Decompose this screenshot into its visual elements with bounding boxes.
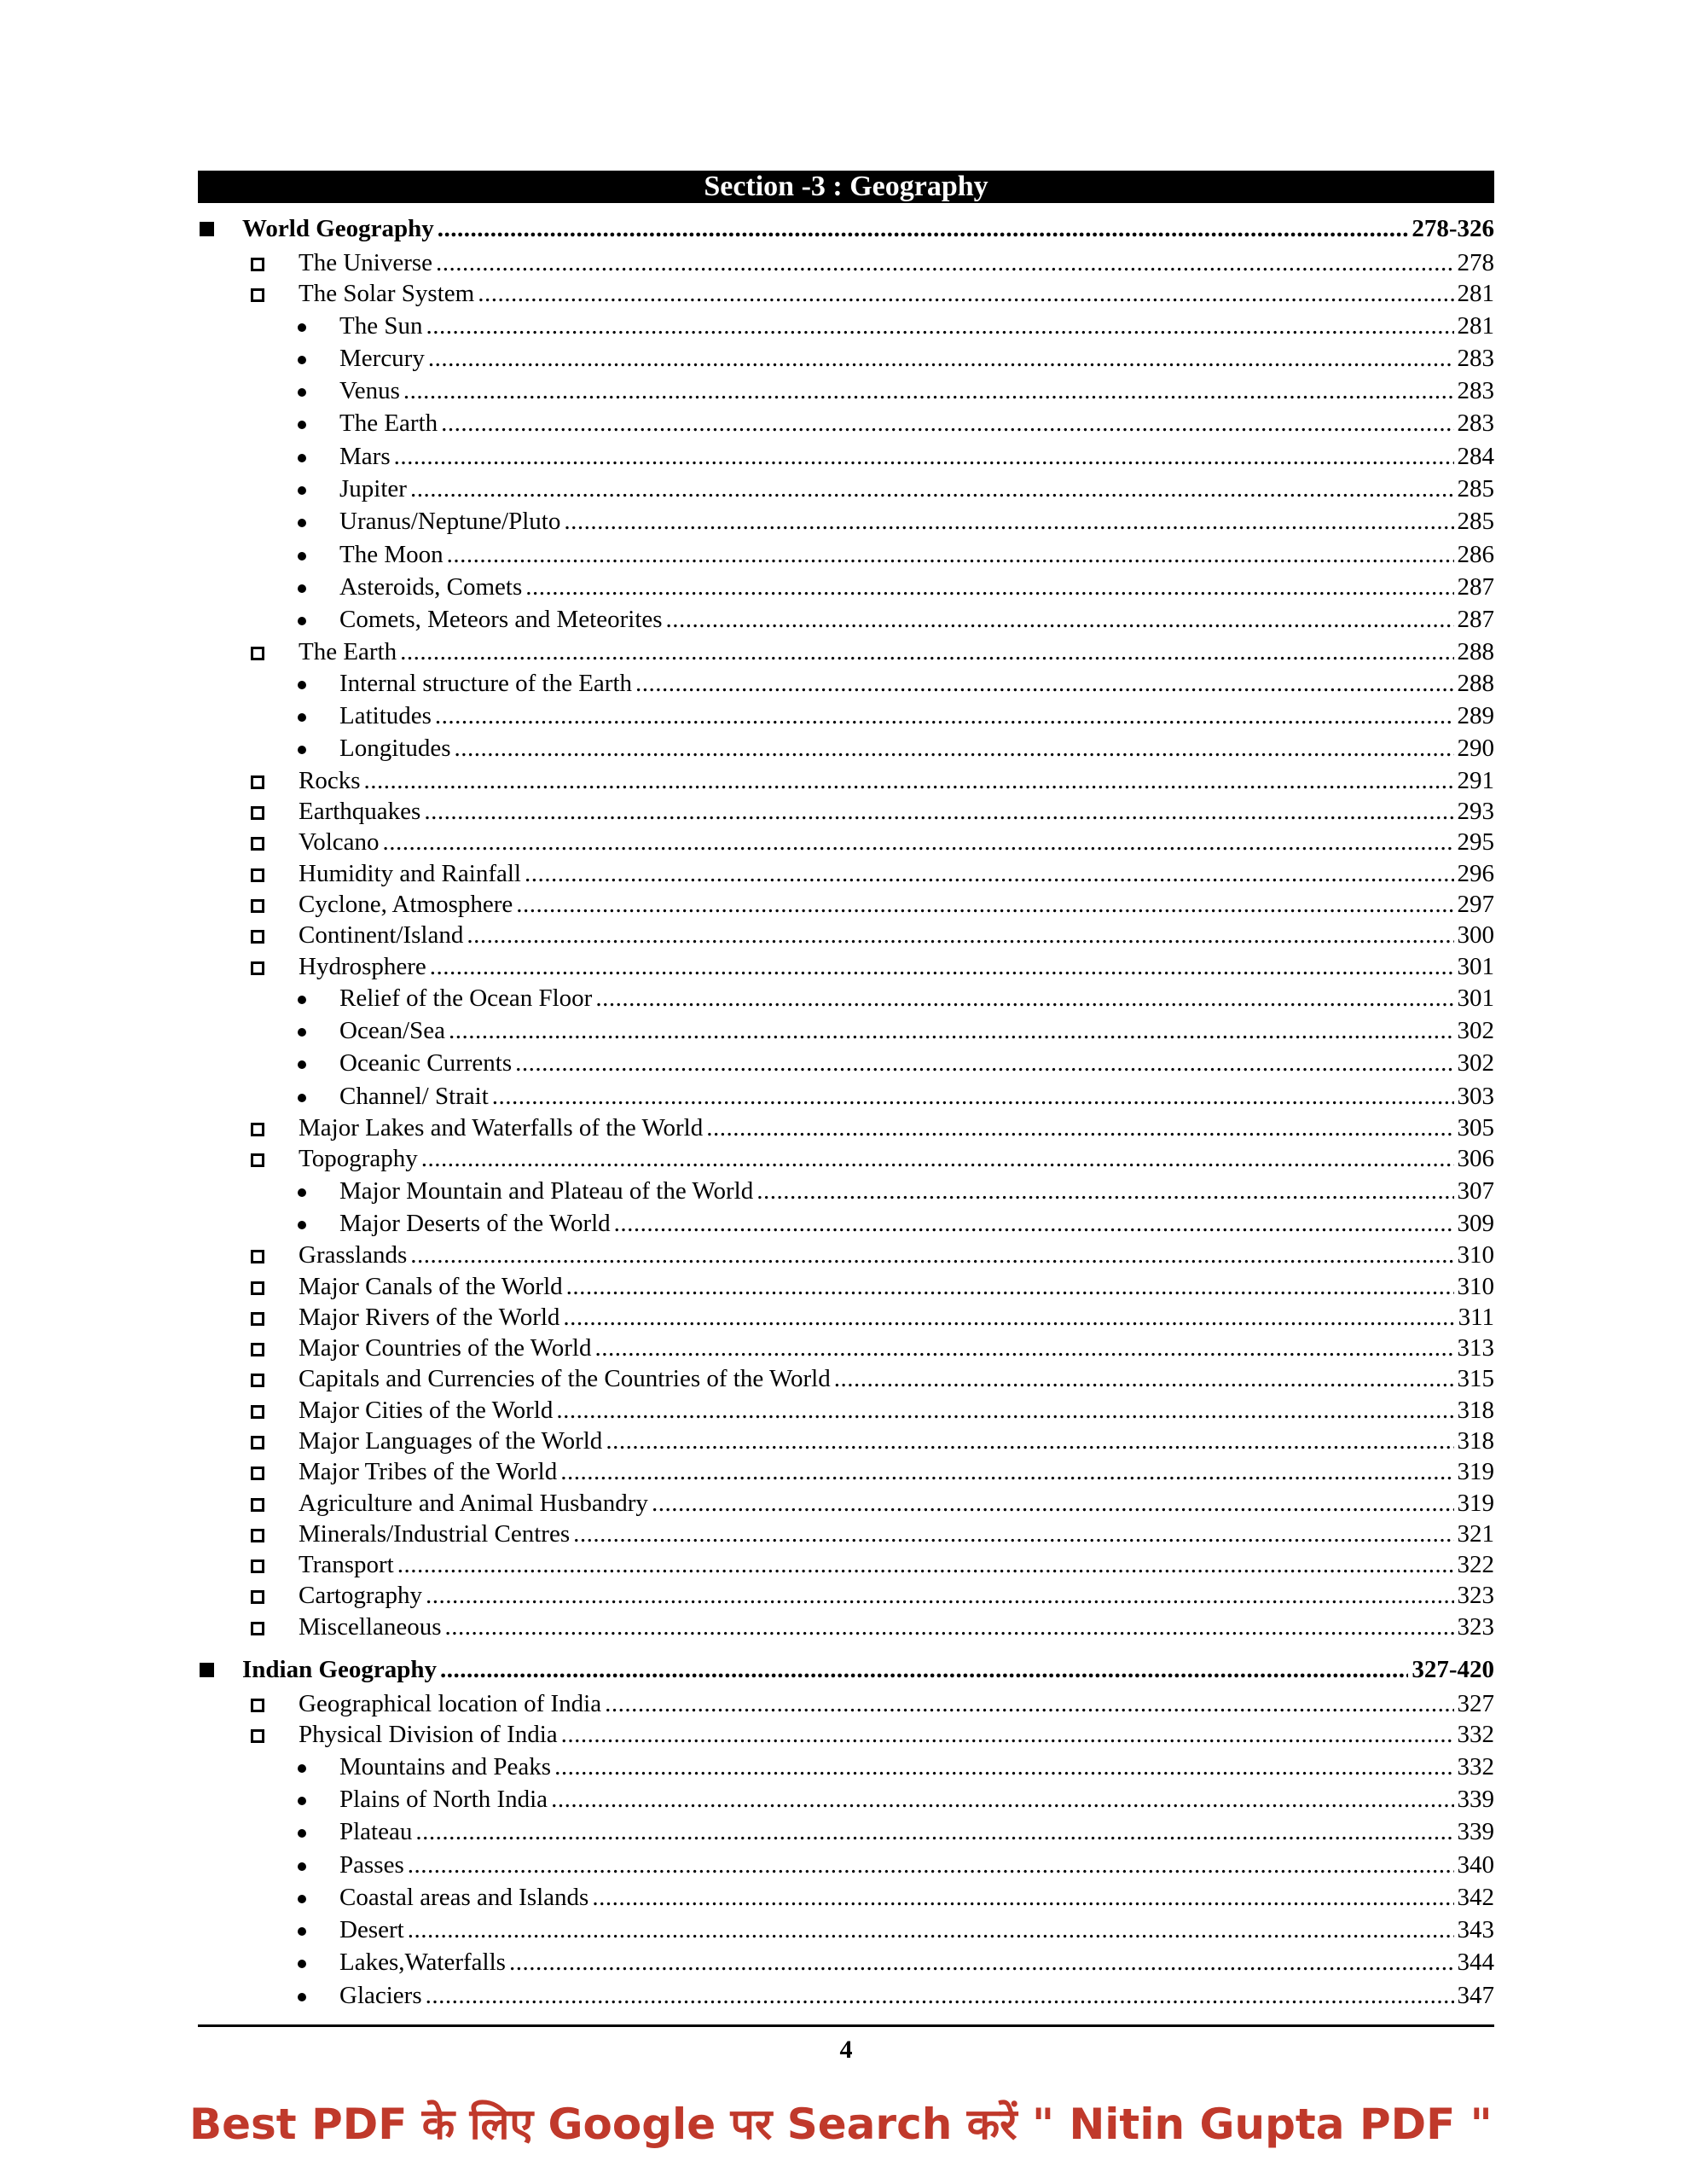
toc-label: Miscellaneous — [299, 1612, 442, 1641]
toc-subitem[interactable] — [198, 1946, 1494, 1978]
dot-bullet-icon — [298, 1028, 306, 1037]
toc-page-number: 342 — [1457, 1883, 1494, 1911]
toc-item[interactable] — [198, 1580, 1494, 1611]
toc-page-number: 285 — [1457, 508, 1494, 536]
toc-label: Earthquakes — [299, 798, 421, 826]
toc-item[interactable] — [198, 636, 1494, 667]
dot-bullet-icon — [298, 1927, 306, 1936]
dot-leader — [383, 827, 1454, 857]
toc-page-number: 339 — [1457, 1818, 1494, 1846]
dot-bullet-icon — [298, 1993, 306, 2001]
toc-page-number: 311 — [1458, 1303, 1494, 1331]
toc-page-number: 305 — [1457, 1114, 1494, 1142]
dot-bullet-icon — [298, 996, 306, 1004]
dot-leader — [652, 1488, 1454, 1519]
toc-page-number: 278-326 — [1412, 215, 1494, 242]
hollow-square-bullet-icon — [251, 1436, 264, 1449]
dot-leader — [455, 732, 1454, 764]
dot-bullet-icon — [298, 519, 306, 527]
toc-page-number: 322 — [1457, 1551, 1494, 1579]
dot-leader — [397, 1549, 1454, 1580]
hollow-square-bullet-icon — [251, 1622, 264, 1635]
toc-label: The Earth — [299, 637, 397, 665]
toc-subitem[interactable] — [198, 375, 1494, 407]
toc-list — [198, 210, 1494, 2012]
toc-label: Ocean/Sea — [339, 1017, 445, 1045]
toc-item[interactable] — [198, 889, 1494, 920]
dot-leader — [426, 1979, 1454, 2012]
toc-page-number: 307 — [1457, 1176, 1494, 1205]
dot-leader — [614, 1207, 1454, 1240]
toc-page-number: 319 — [1457, 1458, 1494, 1486]
dot-leader — [478, 278, 1453, 309]
toc-label: Mars — [339, 442, 391, 470]
dot-leader — [635, 667, 1453, 700]
dot-leader — [509, 1946, 1454, 1978]
dot-bullet-icon — [298, 1094, 306, 1102]
toc-label: The Sun — [339, 311, 423, 340]
dot-bullet-icon — [298, 1764, 306, 1773]
toc-item[interactable] — [198, 278, 1494, 309]
toc-item[interactable] — [198, 1488, 1494, 1519]
toc-subitem[interactable] — [198, 342, 1494, 375]
hollow-square-bullet-icon — [251, 258, 264, 271]
dot-leader — [605, 1688, 1453, 1719]
toc-label: Indian Geography — [242, 1656, 438, 1684]
toc-label: Cyclone, Atmosphere — [299, 890, 513, 918]
toc-label: Minerals/Industrial Centres — [299, 1519, 571, 1548]
toc-page-number: 296 — [1457, 859, 1494, 887]
toc-label: Asteroids, Comets — [339, 572, 523, 601]
toc-label: Glaciers — [339, 1981, 422, 2009]
dot-bullet-icon — [298, 552, 306, 561]
toc-item[interactable] — [198, 1688, 1494, 1719]
toc-item[interactable] — [198, 1719, 1494, 1750]
toc-item[interactable] — [198, 1302, 1494, 1333]
toc-item[interactable] — [198, 1612, 1494, 1642]
toc-subitem[interactable] — [198, 1207, 1494, 1240]
dot-leader — [428, 342, 1454, 375]
footer-divider — [198, 2024, 1494, 2027]
hollow-square-bullet-icon — [251, 1498, 264, 1512]
toc-label: Major Countries of the World — [299, 1334, 592, 1362]
toc-item[interactable] — [198, 1143, 1494, 1174]
toc-item[interactable] — [198, 1456, 1494, 1487]
toc-label: Relief of the Ocean Floor — [339, 984, 593, 1012]
toc-label: The Earth — [339, 410, 438, 438]
dot-bullet-icon — [298, 454, 306, 462]
dot-leader — [525, 571, 1453, 603]
dot-leader — [449, 1014, 1454, 1047]
toc-page-number: 327 — [1457, 1690, 1494, 1718]
dot-leader — [410, 473, 1454, 505]
hollow-square-bullet-icon — [251, 775, 264, 789]
hollow-square-bullet-icon — [251, 837, 264, 851]
toc-label: World Geography — [242, 215, 434, 242]
toc-page-number: 327-420 — [1412, 1656, 1494, 1684]
toc-label: Uranus/Neptune/Pluto — [339, 508, 561, 536]
dot-bullet-icon — [298, 1060, 306, 1069]
dot-bullet-icon — [298, 713, 306, 722]
toc-item[interactable] — [198, 1271, 1494, 1302]
toc-page-number: 281 — [1457, 280, 1494, 308]
dot-leader — [573, 1519, 1453, 1549]
toc-label: Oceanic Currents — [339, 1049, 513, 1077]
toc-page-number: 306 — [1457, 1145, 1494, 1173]
toc-item[interactable] — [198, 1240, 1494, 1270]
dot-leader — [592, 1881, 1453, 1914]
dot-leader — [438, 210, 1409, 247]
toc-label: Plateau — [339, 1818, 413, 1846]
toc-item[interactable] — [198, 765, 1494, 796]
toc-page-number: 287 — [1457, 572, 1494, 601]
toc-label: Humidity and Rainfall — [299, 859, 521, 887]
toc-label: Internal structure of the Earth — [339, 669, 633, 697]
toc-subitem[interactable] — [198, 1175, 1494, 1207]
hollow-square-bullet-icon — [251, 647, 264, 660]
toc-label: Transport — [299, 1551, 394, 1579]
dot-bullet-icon — [298, 1829, 306, 1838]
square-bullet-icon — [200, 1663, 214, 1677]
toc-label: Plains of North India — [339, 1785, 548, 1813]
dot-bullet-icon — [298, 1188, 306, 1197]
toc-label: Desert — [339, 1916, 404, 1944]
toc-item[interactable] — [198, 951, 1494, 982]
toc-label: Topography — [299, 1145, 418, 1173]
toc-label: Major Mountain and Plateau of the World — [339, 1176, 754, 1205]
toc-label: Hydrosphere — [299, 952, 426, 980]
toc-label: Comets, Meteors and Meteorites — [339, 606, 663, 634]
hollow-square-bullet-icon — [251, 1123, 264, 1136]
toc-item[interactable] — [198, 796, 1494, 827]
hollow-square-bullet-icon — [251, 1250, 264, 1263]
toc-label: Venus — [339, 377, 400, 405]
toc-page-number: 293 — [1457, 798, 1494, 826]
toc-page-number: 318 — [1457, 1426, 1494, 1455]
toc-page-number: 323 — [1457, 1612, 1494, 1641]
hollow-square-bullet-icon — [251, 1374, 264, 1387]
toc-page-number: 343 — [1457, 1916, 1494, 1944]
dot-bullet-icon — [298, 388, 306, 397]
hollow-square-bullet-icon — [251, 868, 264, 882]
dot-leader — [564, 505, 1453, 537]
toc-subitem[interactable] — [198, 473, 1494, 505]
toc-label: Major Tribes of the World — [299, 1458, 558, 1486]
toc-page-number: 285 — [1457, 475, 1494, 503]
dot-leader — [415, 1815, 1453, 1848]
toc-subitem[interactable] — [198, 1751, 1494, 1783]
toc-item[interactable] — [198, 1426, 1494, 1456]
toc-item[interactable] — [198, 1363, 1494, 1394]
dot-leader — [563, 1302, 1454, 1333]
hollow-square-bullet-icon — [251, 1405, 264, 1419]
toc-label: Major Canals of the World — [299, 1272, 563, 1300]
dot-bullet-icon — [298, 1862, 306, 1871]
toc-page-number: 339 — [1457, 1785, 1494, 1813]
promo-banner: Best PDF के लिए Google पर Search करें " Nitin Gupta PDF " — [189, 2100, 1493, 2149]
toc-label: Major Deserts of the World — [339, 1209, 611, 1237]
toc-subitem[interactable] — [198, 982, 1494, 1014]
toc-heading[interactable] — [198, 210, 1494, 247]
square-bullet-icon — [200, 222, 214, 236]
toc-page-number: 297 — [1457, 890, 1494, 918]
dot-bullet-icon — [298, 1895, 306, 1903]
dot-leader — [426, 310, 1453, 342]
hollow-square-bullet-icon — [251, 961, 264, 975]
dot-leader — [566, 1271, 1454, 1302]
toc-page-number: 284 — [1457, 442, 1494, 470]
toc-label: Major Cities of the World — [299, 1396, 554, 1424]
toc-page-number: 302 — [1457, 1017, 1494, 1045]
toc-label: Rocks — [299, 766, 361, 794]
dot-leader — [595, 982, 1453, 1014]
hollow-square-bullet-icon — [251, 1590, 264, 1604]
toc-label: Major Rivers of the World — [299, 1303, 560, 1331]
toc-page-number: 309 — [1457, 1209, 1494, 1237]
toc-subitem[interactable] — [198, 1815, 1494, 1848]
dot-leader — [403, 375, 1454, 407]
hollow-square-bullet-icon — [251, 1312, 264, 1326]
toc-label: Volcano — [299, 828, 380, 857]
toc-page-number: 283 — [1457, 377, 1494, 405]
toc-subitem[interactable] — [198, 1881, 1494, 1914]
dot-leader — [706, 1112, 1453, 1143]
dot-leader — [430, 951, 1454, 982]
toc-page-number: 344 — [1457, 1949, 1494, 1977]
hollow-square-bullet-icon — [251, 806, 264, 820]
dot-leader — [606, 1426, 1453, 1456]
toc-label: Major Languages of the World — [299, 1426, 603, 1455]
toc-page-number: 332 — [1457, 1752, 1494, 1780]
hollow-square-bullet-icon — [251, 1281, 264, 1295]
dot-leader — [594, 1333, 1453, 1363]
dot-leader — [445, 1612, 1454, 1642]
toc-label: Cartography — [299, 1582, 422, 1610]
toc-subitem[interactable] — [198, 440, 1494, 473]
toc-label: Mountains and Peaks — [339, 1752, 552, 1780]
dot-leader — [551, 1783, 1453, 1815]
toc-page-number: 289 — [1457, 702, 1494, 730]
toc-page-number: 286 — [1457, 540, 1494, 568]
toc-item[interactable] — [198, 1112, 1494, 1143]
toc-label: Jupiter — [339, 475, 407, 503]
dot-bullet-icon — [298, 1221, 306, 1229]
toc-item[interactable] — [198, 1395, 1494, 1426]
toc-label: The Moon — [339, 540, 443, 568]
toc-subitem[interactable] — [198, 538, 1494, 571]
toc-subitem[interactable] — [198, 1849, 1494, 1881]
toc-item[interactable] — [198, 247, 1494, 278]
toc-subitem[interactable] — [198, 505, 1494, 537]
toc-label: Physical Division of India — [299, 1721, 558, 1749]
toc-label: Longitudes — [339, 735, 451, 763]
toc-page-number: 340 — [1457, 1850, 1494, 1879]
toc-subitem[interactable] — [198, 1047, 1494, 1079]
toc-heading[interactable] — [198, 1651, 1494, 1688]
hollow-square-bullet-icon — [251, 1560, 264, 1573]
toc-page-number: 323 — [1457, 1582, 1494, 1610]
hollow-square-bullet-icon — [251, 1467, 264, 1480]
hollow-square-bullet-icon — [251, 930, 264, 944]
dot-leader — [834, 1363, 1454, 1394]
toc-label: Mercury — [339, 344, 425, 372]
dot-leader — [447, 538, 1454, 571]
dot-leader — [440, 1651, 1408, 1688]
page-number: 4 — [839, 2036, 853, 2064]
toc-item[interactable] — [198, 827, 1494, 857]
toc-subitem[interactable] — [198, 310, 1494, 342]
toc-subitem[interactable] — [198, 407, 1494, 439]
dot-leader — [421, 1143, 1454, 1174]
toc-label: Channel/ Strait — [339, 1082, 489, 1110]
dot-leader — [525, 858, 1454, 889]
hollow-square-bullet-icon — [251, 1699, 264, 1712]
dot-bullet-icon — [298, 486, 306, 495]
toc-content — [198, 171, 1494, 2012]
toc-label: Major Lakes and Waterfalls of the World — [299, 1114, 704, 1142]
toc-label: Latitudes — [339, 702, 432, 730]
toc-label: Passes — [339, 1850, 404, 1879]
dot-leader — [561, 1719, 1454, 1750]
toc-page-number: 281 — [1457, 311, 1494, 340]
toc-page-number: 301 — [1457, 984, 1494, 1012]
dot-leader — [435, 700, 1454, 732]
toc-label: Grasslands — [299, 1241, 408, 1269]
toc-subitem[interactable] — [198, 571, 1494, 603]
toc-item[interactable] — [198, 1549, 1494, 1580]
section-title: Section -3 : Geography — [198, 171, 1494, 203]
dot-leader — [394, 440, 1454, 473]
toc-page-number: 310 — [1457, 1272, 1494, 1300]
dot-leader — [554, 1751, 1453, 1783]
toc-label: Continent/Island — [299, 921, 464, 950]
toc-page-number: 301 — [1457, 952, 1494, 980]
toc-item[interactable] — [198, 920, 1494, 950]
toc-page-number: 302 — [1457, 1049, 1494, 1077]
hollow-square-bullet-icon — [251, 1343, 264, 1356]
toc-page-number: 313 — [1457, 1334, 1494, 1362]
hollow-square-bullet-icon — [251, 1529, 264, 1542]
dot-leader — [424, 796, 1453, 827]
dot-leader — [408, 1914, 1454, 1946]
toc-page-number: 283 — [1457, 344, 1494, 372]
hollow-square-bullet-icon — [251, 288, 264, 302]
dot-bullet-icon — [298, 681, 306, 689]
toc-subitem[interactable] — [198, 1080, 1494, 1112]
dot-leader — [400, 636, 1453, 667]
toc-page-number: 288 — [1457, 637, 1494, 665]
dot-bullet-icon — [298, 323, 306, 332]
dot-leader — [441, 407, 1453, 439]
toc-subitem[interactable] — [198, 1914, 1494, 1946]
dot-bullet-icon — [298, 584, 306, 593]
toc-label: Capitals and Currencies of the Countries of the World — [299, 1365, 831, 1393]
hollow-square-bullet-icon — [251, 899, 264, 913]
toc-page-number: 319 — [1457, 1489, 1494, 1517]
toc-subitem[interactable] — [198, 603, 1494, 636]
toc-label: Lakes,Waterfalls — [339, 1949, 506, 1977]
toc-page-number: 278 — [1457, 249, 1494, 276]
toc-page-number: 347 — [1457, 1981, 1494, 2009]
toc-subitem[interactable] — [198, 1783, 1494, 1815]
dot-bullet-icon — [298, 617, 306, 625]
toc-page-number: 295 — [1457, 828, 1494, 857]
dot-leader — [408, 1849, 1454, 1881]
toc-label: Coastal areas and Islands — [339, 1883, 589, 1911]
dot-leader — [666, 603, 1454, 636]
toc-item[interactable] — [198, 1333, 1494, 1363]
dot-leader — [364, 765, 1454, 796]
dot-leader — [436, 247, 1453, 278]
toc-item[interactable] — [198, 1519, 1494, 1549]
toc-subitem[interactable] — [198, 1979, 1494, 2012]
toc-page-number: 290 — [1457, 735, 1494, 763]
toc-page-number: 315 — [1457, 1365, 1494, 1393]
toc-label: The Universe — [299, 249, 433, 276]
dot-bullet-icon — [298, 1797, 306, 1805]
dot-leader — [492, 1080, 1454, 1112]
toc-page-number: 291 — [1457, 766, 1494, 794]
dot-leader — [556, 1395, 1453, 1426]
toc-page-number: 303 — [1457, 1082, 1494, 1110]
section-spacer — [198, 1642, 1494, 1651]
dot-bullet-icon — [298, 356, 306, 364]
dot-leader — [516, 889, 1453, 920]
dot-leader — [560, 1456, 1453, 1487]
toc-page-number: 318 — [1457, 1396, 1494, 1424]
dot-leader — [426, 1580, 1454, 1611]
toc-label: Geographical location of India — [299, 1690, 602, 1718]
toc-page-number: 287 — [1457, 606, 1494, 634]
dot-leader — [410, 1240, 1453, 1270]
dot-bullet-icon — [298, 421, 306, 429]
dot-bullet-icon — [298, 746, 306, 754]
toc-page-number: 300 — [1457, 921, 1494, 950]
toc-label: Agriculture and Animal Husbandry — [299, 1489, 648, 1517]
toc-subitem[interactable] — [198, 1014, 1494, 1047]
toc-page-number: 283 — [1457, 410, 1494, 438]
toc-item[interactable] — [198, 858, 1494, 889]
dot-leader — [757, 1175, 1453, 1207]
toc-subitem[interactable] — [198, 732, 1494, 764]
dot-bullet-icon — [298, 1960, 306, 1968]
dot-leader — [515, 1047, 1453, 1079]
toc-subitem[interactable] — [198, 700, 1494, 732]
toc-page-number: 288 — [1457, 669, 1494, 697]
dot-leader — [467, 920, 1453, 950]
hollow-square-bullet-icon — [251, 1153, 264, 1167]
toc-page-number: 332 — [1457, 1721, 1494, 1749]
toc-label: The Solar System — [299, 280, 475, 308]
hollow-square-bullet-icon — [251, 1729, 264, 1743]
toc-subitem[interactable] — [198, 667, 1494, 700]
toc-page-number: 310 — [1457, 1241, 1494, 1269]
toc-page-number: 321 — [1457, 1519, 1494, 1548]
